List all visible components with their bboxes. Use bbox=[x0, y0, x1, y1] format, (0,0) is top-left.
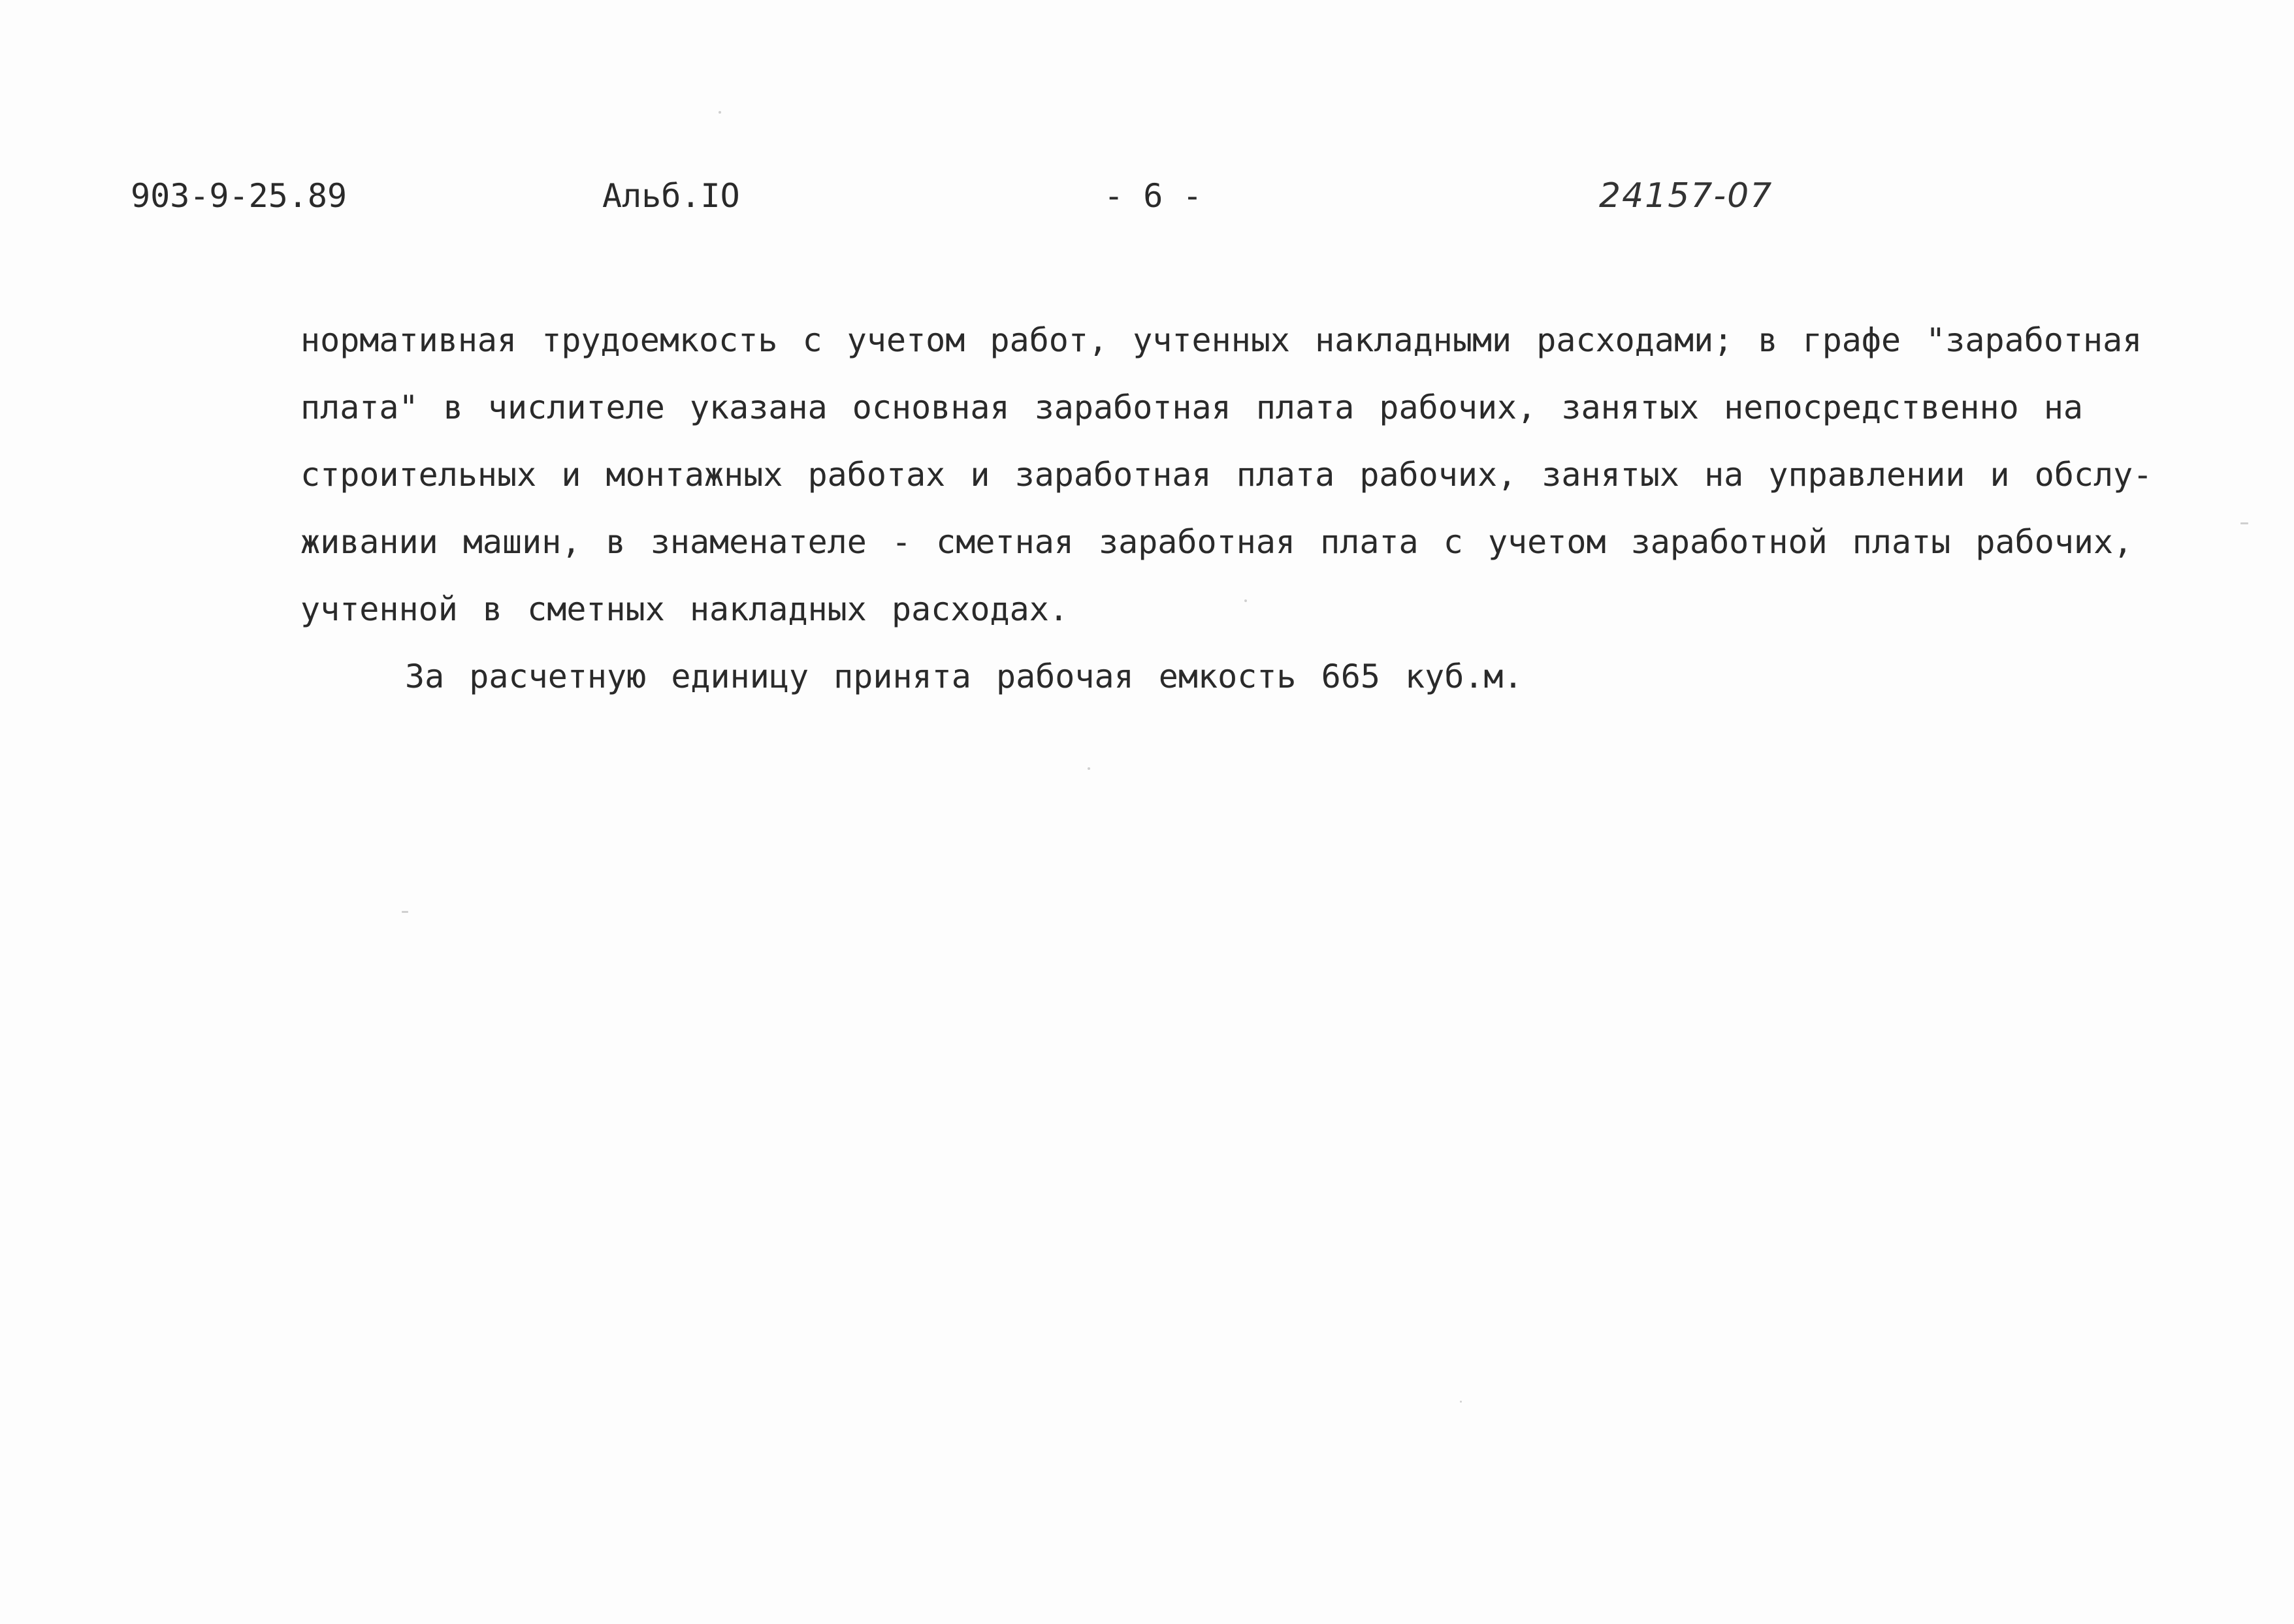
scan-speck bbox=[1088, 767, 1090, 770]
scan-speck bbox=[1244, 599, 1247, 602]
scan-speck bbox=[719, 111, 721, 114]
paragraph-line: нормативная трудоемкость с учетом работ, учтенных накладными расходами; в графе "заработная bbox=[300, 321, 2142, 359]
scan-speck bbox=[402, 911, 408, 913]
scan-speck bbox=[2240, 522, 2248, 524]
paragraph-line-indented: За расчетную единицу принята рабочая емкость 665 куб.м. bbox=[405, 658, 1523, 695]
document-code: 903-9-25.89 bbox=[131, 177, 347, 215]
paragraph-line: строительных и монтажных работах и заработная плата рабочих, занятых на управлении и обслу- bbox=[300, 456, 2153, 494]
album-number: Альб.IO bbox=[602, 177, 740, 215]
scan-speck bbox=[1460, 1401, 1462, 1403]
inventory-number: 24157-07 bbox=[1599, 176, 1773, 215]
paragraph-line: живании машин, в знаменателе - сметная заработная плата с учетом заработной платы рабочих, bbox=[300, 523, 2133, 561]
paragraph-line: учтенной в сметных накладных расходах. bbox=[300, 590, 1069, 628]
page-number: - 6 - bbox=[1104, 177, 1203, 215]
body-text bbox=[300, 307, 2195, 710]
paragraph-line: плата" в числителе указана основная заработная плата рабочих, занятых непосредственно на bbox=[300, 389, 2084, 426]
